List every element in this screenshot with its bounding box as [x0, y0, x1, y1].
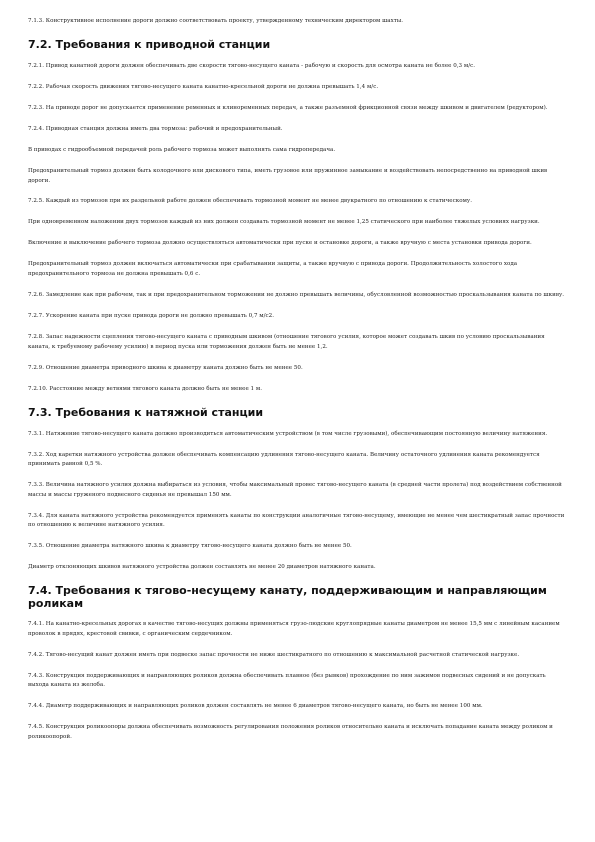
paragraph: Предохранительный тормоз должен быть колодочного или дискового типа, иметь грузовое или пружинное замыкание и воздействовать непосредственно на приводной шкив дороги. — [28, 167, 548, 184]
paragraph: 7.3.4. Для каната натяжного устройства рекомендуется применять канаты по конструкции аналогичные тягово-несущему, имеющие не менее чем шестикратный запас прочности по отношению к величине натяжного усилия. — [28, 512, 565, 529]
paragraph: В приводах с гидрообъемной передачей роль рабочего тормоза может выполнять сама гидропередача. — [28, 146, 336, 153]
paragraph: 7.3.2. Ход каретки натяжного устройства должен обеспечивать компенсацию удлинения тягово-несущего каната. Величину остаточного удлинения каната рекомендуется принимать равной 0,5 %. — [28, 451, 540, 468]
paragraph: 7.4.2. Тягово-несущий канат должен иметь при подвеске запас прочности не ниже шестикратного по отношению к максимальной расчетной статической нагрузке. — [28, 651, 520, 658]
paragraph: 7.2.7. Ускорение каната при пуске привода дороги не должно превышать 0,7 м/с2. — [28, 313, 274, 319]
paragraph: 7.2.2. Рабочая скорость движения тягово-несущего каната канатно-кресельной дороги не должна превышать 1,4 м/с. — [28, 83, 379, 90]
paragraph: 7.4.5. Конструкция роликоопоры должна обеспечивать возможность регулирования положения роликов относительно каната и исключать попадание каната между роликом и роликоопорой. — [28, 724, 553, 740]
paragraph: Диаметр отклоняющих шкивов натяжного устройства должен составлять не менее 20 диаметров натяжного каната. — [28, 564, 376, 571]
paragraph: 7.2.9. Отношение диаметра приводного шкива к диаметру каната должно быть не менее 50. — [28, 364, 303, 371]
paragraph: 7.3.1. Натяжение тягово-несущего каната должно производиться автоматическим устройством (в том числе грузовыми), обеспечивающим постоянную величину натяжения. — [28, 430, 548, 437]
paragraph: 7.2.10. Расстояние между ветвями тягового каната должно быть не менее 1 м. — [28, 385, 262, 392]
paragraph: 7.4.4. Диаметр поддерживающих и направляющих роликов должен составлять не менее 6 диаметров тягово-несущего каната, но быть не менее 100 мм. — [28, 703, 483, 710]
heading-7-2: 7.2. Требования к приводной станции — [28, 37, 271, 51]
heading-7-4: 7.4. Требования к тягово-несущему канату, поддерживающим и направляющим роликам — [28, 584, 547, 611]
paragraph: 7.2.8. Запас надежности сцепления тягово-несущего каната с приводным шкивом (отношение тягового усилия, которое может создавать шкив по условию проскальзывания каната, к требуемому рабочему усилию) в период пуска или торможения должен быть не менее 1,2. — [28, 333, 545, 350]
paragraph: При одновременном наложении двух тормозов каждый из них должен создавать тормозной момент не менее 1,25 статического при наиболее тяжелых условиях нагрузки. — [28, 219, 540, 226]
paragraph-7-1-3: 7.1.3. Конструктивное исполнение дороги должно соответствовать проекту, утвержденному техническим директором шахты. — [28, 18, 404, 24]
paragraph: Предохранительный тормоз должен включаться автоматически при срабатывании защиты, а также вручную с привода дороги. Продолжительность холостого хода предохранительного тормоза не должна превышать 0,6 с. — [28, 261, 518, 278]
paragraph: 7.2.4. Приводная станция должна иметь два тормоза: рабочий и предохранительный. — [28, 125, 283, 132]
paragraph: 7.2.6. Замедление как при рабочем, так и при предохранительном торможении не должно превышать величины, обусловленной возможностью проскальзывания каната по шкиву. — [28, 292, 565, 299]
paragraph: 7.3.5. Отношение диаметра натяжного шкива к диаметру тягово-несущего каната должно быть не менее 50. — [28, 543, 352, 550]
paragraph: 7.2.5. Каждый из тормозов при их раздельной работе должен обеспечивать тормозной момент не менее двукратного по отношению к статическому. — [28, 198, 472, 205]
heading-7-3: 7.3. Требования к натяжной станции — [28, 405, 264, 419]
paragraph: 7.4.1. На канатно-кресельных дорогах в качестве тягово-несущих должны применяться грузо-людские круглопрядные канаты диаметром не менее 15,5 мм с линейным касанием проволок в прядях, крестовой свивки, с органическим сердечником. — [28, 621, 560, 637]
paragraph: 7.2.1. Привод канатной дороги должен обеспечивать две скорости тягово-несущего каната - рабочую и скорость для осмотра каната не более 0,3 м/с. — [28, 62, 476, 69]
paragraph: 7.3.3. Величина натяжного усилия должна выбираться из условия, чтобы максимальный провес тягово-несущего каната (в средней части пролета) под воздействием собственной массы и массы груженого подвесного сиденья не превышал 150 мм. — [28, 482, 562, 498]
paragraph: 7.2.3. На приводе дорог не допускается применение ременных и клиноременных передач, а также разъемной фрикционной связи между шкивом и двигателем (редуктором). — [28, 104, 548, 111]
paragraph: Включение и выключение рабочего тормоза должно осуществляться автоматически при пуске и остановке дороги, а также вручную с места установки привода дороги. — [28, 240, 532, 247]
paragraph: 7.4.3. Конструкция поддерживающих и направляющих роликов должна обеспечивать плавное (без рывков) прохождение по ним зажимов подвесных сидений и не допускать выхода каната из желоба. — [28, 672, 546, 689]
